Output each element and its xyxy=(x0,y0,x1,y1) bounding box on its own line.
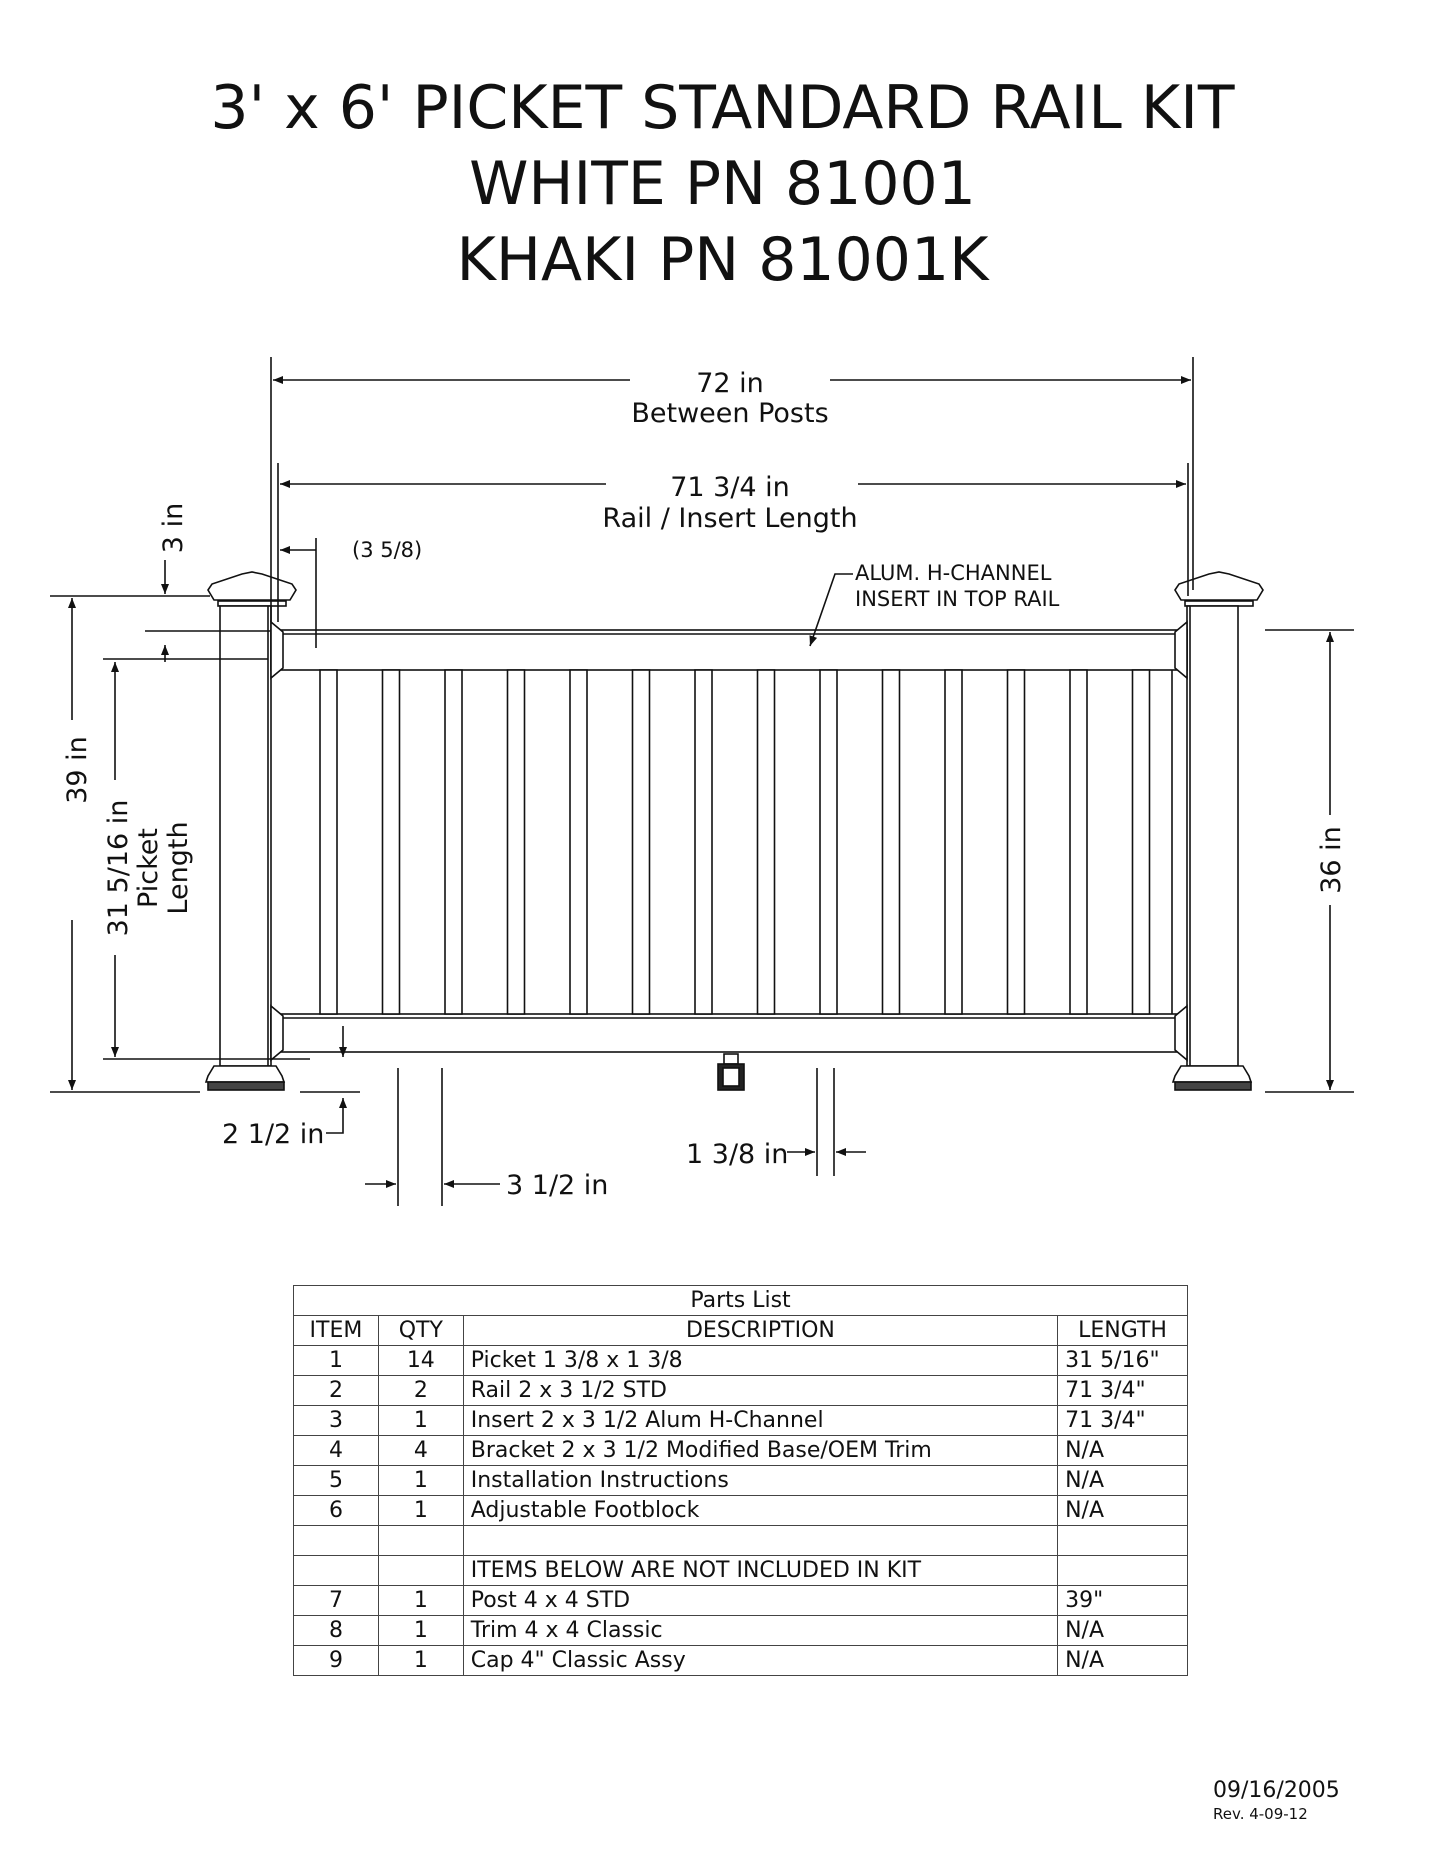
footblock xyxy=(718,1054,744,1090)
cell-length: 39" xyxy=(1058,1586,1188,1616)
left-post-body xyxy=(220,606,271,1066)
header-description: DESCRIPTION xyxy=(463,1316,1057,1346)
cell-qty: 1 xyxy=(378,1466,463,1496)
cell-length: 71 3/4" xyxy=(1058,1376,1188,1406)
table-row xyxy=(294,1406,1188,1436)
cell-description: Insert 2 x 3 1/2 Alum H-Channel xyxy=(463,1406,1057,1436)
right-post-body xyxy=(1187,606,1238,1066)
parts-list-caption: Parts List xyxy=(294,1286,1188,1316)
right-post-base xyxy=(1173,1066,1251,1082)
top-rail-bracket-right xyxy=(1175,622,1187,678)
picket xyxy=(320,670,337,1014)
cell-item: 4 xyxy=(294,1436,379,1466)
table-row xyxy=(294,1496,1188,1526)
table-row xyxy=(294,1556,1188,1586)
header-qty: QTY xyxy=(378,1316,463,1346)
bottom-rail-bracket-right xyxy=(1175,1006,1187,1060)
picket xyxy=(695,670,712,1014)
cell-length: N/A xyxy=(1058,1616,1188,1646)
dim-between-posts-label: Between Posts xyxy=(631,398,829,429)
cell-description: Installation Instructions xyxy=(463,1466,1057,1496)
table-row xyxy=(294,1436,1188,1466)
cell-qty: 1 xyxy=(378,1646,463,1676)
picket xyxy=(883,670,900,1014)
note-hchannel-line-2: INSERT IN TOP RAIL xyxy=(855,587,1060,611)
parts-caption-row xyxy=(294,1286,1188,1316)
dim-rail-length-label: Rail / Insert Length xyxy=(602,503,858,534)
cell-qty xyxy=(378,1526,463,1556)
dim-bottom-gap: 2 1/2 in xyxy=(222,1119,325,1150)
top-rail xyxy=(271,622,1187,678)
cell-description: Cap 4" Classic Assy xyxy=(463,1646,1057,1676)
cell-item xyxy=(294,1526,379,1556)
picket xyxy=(758,670,775,1014)
cell-description: ITEMS BELOW ARE NOT INCLUDED IN KIT xyxy=(463,1556,1057,1586)
dim-picket-length-value: 31 5/16 in xyxy=(103,799,134,937)
cell-qty: 1 xyxy=(378,1406,463,1436)
picket xyxy=(383,670,400,1014)
cell-item: 5 xyxy=(294,1466,379,1496)
top-rail-bracket-left xyxy=(271,622,283,678)
dim-picket-width: 1 3/8 in xyxy=(686,1139,789,1170)
table-row xyxy=(294,1376,1188,1406)
cell-description: Post 4 x 4 STD xyxy=(463,1586,1057,1616)
dim-rail-width: 3 1/2 in xyxy=(506,1170,609,1201)
cell-qty xyxy=(378,1556,463,1586)
cell-description: Picket 1 3/8 x 1 3/8 xyxy=(463,1346,1057,1376)
cell-length: 71 3/4" xyxy=(1058,1406,1188,1436)
title-line-2: WHITE PN 81001 xyxy=(469,149,976,219)
dim-picket-length-label-2: Length xyxy=(163,821,194,915)
table-row xyxy=(294,1526,1188,1556)
cell-description xyxy=(463,1526,1057,1556)
bottom-rail-bracket-left xyxy=(271,1006,283,1060)
left-post-cap xyxy=(208,572,296,600)
dim-rail-length-value: 71 3/4 in xyxy=(670,472,790,503)
cell-item xyxy=(294,1556,379,1586)
cell-length xyxy=(1058,1556,1188,1586)
cell-length: N/A xyxy=(1058,1466,1188,1496)
cell-length: 31 5/16" xyxy=(1058,1346,1188,1376)
dim-rail-height: 36 in xyxy=(1316,826,1347,894)
cell-qty: 1 xyxy=(378,1616,463,1646)
cell-description: Adjustable Footblock xyxy=(463,1496,1057,1526)
table-row xyxy=(294,1616,1188,1646)
cell-item: 7 xyxy=(294,1586,379,1616)
table-row xyxy=(294,1586,1188,1616)
dim-overall-height: 39 in xyxy=(62,736,93,804)
picket xyxy=(508,670,525,1014)
cell-qty: 2 xyxy=(378,1376,463,1406)
cell-qty: 1 xyxy=(378,1496,463,1526)
dim-top-offset: 3 in xyxy=(158,502,189,554)
footer xyxy=(1213,1778,1340,1823)
picket xyxy=(570,670,587,1014)
note-hchannel-line-1: ALUM. H-CHANNEL xyxy=(855,561,1052,585)
title-line-1: 3' x 6' PICKET STANDARD RAIL KIT xyxy=(210,73,1235,143)
header-length: LENGTH xyxy=(1058,1316,1188,1346)
cell-qty: 1 xyxy=(378,1586,463,1616)
cell-item: 8 xyxy=(294,1616,379,1646)
pickets xyxy=(320,670,1172,1014)
cell-item: 2 xyxy=(294,1376,379,1406)
table-row xyxy=(294,1646,1188,1676)
dim-picket-length-label-1: Picket xyxy=(133,828,164,908)
cell-description: Rail 2 x 3 1/2 STD xyxy=(463,1376,1057,1406)
footer-date: 09/16/2005 xyxy=(1213,1778,1340,1803)
title-line-3: KHAKI PN 81001K xyxy=(456,225,989,295)
cell-length: N/A xyxy=(1058,1646,1188,1676)
cell-description: Trim 4 x 4 Classic xyxy=(463,1616,1057,1646)
cell-length: N/A xyxy=(1058,1436,1188,1466)
cell-item: 9 xyxy=(294,1646,379,1676)
picket xyxy=(945,670,962,1014)
footer-revision: Rev. 4-09-12 xyxy=(1213,1805,1308,1823)
dim-bracket-offset: (3 5/8) xyxy=(352,538,423,562)
table-row xyxy=(294,1346,1188,1376)
cell-qty: 14 xyxy=(378,1346,463,1376)
table-row xyxy=(294,1466,1188,1496)
picket xyxy=(633,670,650,1014)
left-post-base xyxy=(206,1066,284,1082)
cell-qty: 4 xyxy=(378,1436,463,1466)
picket xyxy=(1133,670,1150,1014)
picket xyxy=(820,670,837,1014)
header-item: ITEM xyxy=(294,1316,379,1346)
cell-description: Bracket 2 x 3 1/2 Modified Base/OEM Trim xyxy=(463,1436,1057,1466)
parts-list-body xyxy=(294,1286,1188,1676)
cell-item: 3 xyxy=(294,1406,379,1436)
picket xyxy=(1008,670,1025,1014)
cell-length xyxy=(1058,1526,1188,1556)
dim-between-posts-value: 72 in xyxy=(696,368,764,399)
parts-list-table xyxy=(293,1285,1188,1676)
picket xyxy=(1070,670,1087,1014)
cell-item: 1 xyxy=(294,1346,379,1376)
parts-header-row xyxy=(294,1316,1188,1346)
picket xyxy=(445,670,462,1014)
bottom-rail xyxy=(271,1006,1187,1060)
cell-item: 6 xyxy=(294,1496,379,1526)
cell-length: N/A xyxy=(1058,1496,1188,1526)
